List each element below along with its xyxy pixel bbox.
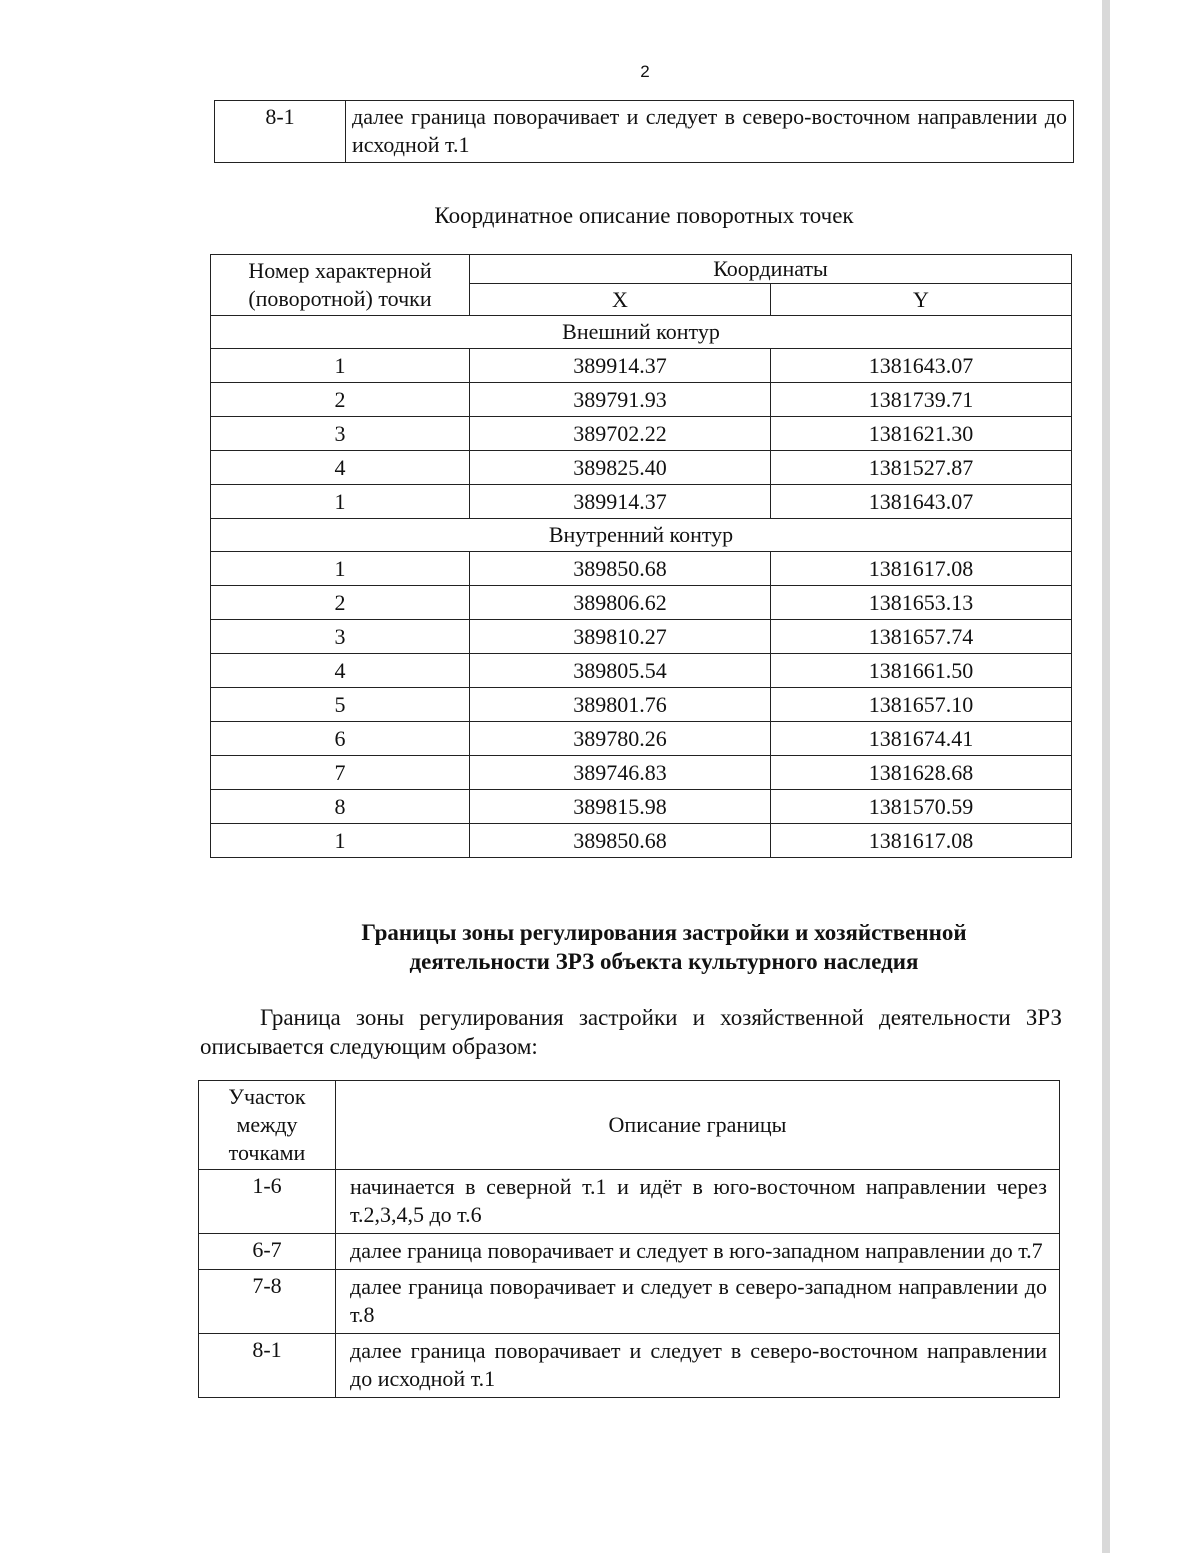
table-row — [215, 101, 1074, 163]
continued-boundary-table — [214, 100, 1074, 163]
x-cell: 389702.22 — [470, 417, 771, 451]
group-row — [211, 519, 1072, 552]
x-cell: 389850.68 — [470, 824, 771, 858]
y-cell: 1381643.07 — [771, 349, 1072, 383]
segment-header: Участок между точками — [199, 1081, 336, 1170]
y-cell: 1381674.41 — [771, 722, 1072, 756]
point-cell: 1 — [211, 552, 470, 586]
point-cell: 2 — [211, 586, 470, 620]
x-cell: 389791.93 — [470, 383, 771, 417]
outer-contour-label: Внешний контур — [211, 316, 1072, 349]
point-cell: 1 — [211, 349, 470, 383]
zrz-heading-line-2: деятельности ЗРЗ объекта культурного наследия — [409, 949, 919, 974]
group-row — [211, 316, 1072, 349]
table-row — [211, 722, 1072, 756]
point-cell: 3 — [211, 620, 470, 654]
table-row — [211, 824, 1072, 858]
segment-cell: 1-6 — [199, 1170, 336, 1234]
table-row — [211, 756, 1072, 790]
point-cell: 4 — [211, 451, 470, 485]
description-cell: далее граница поворачивает и следует в северо-восточном направлении до исходной т.1 — [336, 1334, 1060, 1398]
y-cell: 1381617.08 — [771, 552, 1072, 586]
point-cell: 7 — [211, 756, 470, 790]
point-number-header: Номер характерной (поворотной) точки — [211, 255, 470, 316]
point-cell: 5 — [211, 688, 470, 722]
table-row — [211, 586, 1072, 620]
table-row — [211, 688, 1072, 722]
y-cell: 1381643.07 — [771, 485, 1072, 519]
point-cell: 6 — [211, 722, 470, 756]
x-cell: 389746.83 — [470, 756, 771, 790]
x-cell: 389780.26 — [470, 722, 771, 756]
y-cell: 1381653.13 — [771, 586, 1072, 620]
description-cell: далее граница поворачивает и следует в северо-восточном направлении до исходной т.1 — [346, 101, 1074, 163]
x-cell: 389805.54 — [470, 654, 771, 688]
table-row — [211, 620, 1072, 654]
x-cell: 389815.98 — [470, 790, 771, 824]
segment-cell: 8-1 — [215, 101, 346, 163]
y-cell: 1381657.74 — [771, 620, 1072, 654]
x-cell: 389914.37 — [470, 349, 771, 383]
header-row — [199, 1081, 1060, 1170]
point-cell: 1 — [211, 824, 470, 858]
description-cell: далее граница поворачивает и следует в юго-западном направлении до т.7 — [336, 1234, 1060, 1270]
table-row — [211, 654, 1072, 688]
page-edge-shadow — [1102, 0, 1110, 1553]
y-cell: 1381739.71 — [771, 383, 1072, 417]
inner-contour-label: Внутренний контур — [211, 519, 1072, 552]
table-row — [211, 383, 1072, 417]
y-cell: 1381617.08 — [771, 824, 1072, 858]
table-row — [211, 451, 1072, 485]
y-cell: 1381527.87 — [771, 451, 1072, 485]
page-number: 2 — [640, 62, 650, 81]
x-cell: 389914.37 — [470, 485, 771, 519]
zrz-boundary-table — [198, 1080, 1060, 1398]
point-cell: 2 — [211, 383, 470, 417]
point-cell: 1 — [211, 485, 470, 519]
header-row — [211, 255, 1072, 284]
segment-cell: 8-1 — [199, 1334, 336, 1398]
zrz-intro-paragraph: Граница зоны регулирования застройки и хозяйственной деятельности ЗРЗ описывается следующим образом: — [200, 1005, 1062, 1059]
y-cell: 1381628.68 — [771, 756, 1072, 790]
table-row — [199, 1270, 1060, 1334]
coordinates-caption: Координатное описание поворотных точек — [434, 203, 854, 228]
point-cell: 3 — [211, 417, 470, 451]
y-cell: 1381570.59 — [771, 790, 1072, 824]
table-row — [199, 1234, 1060, 1270]
table-row — [211, 485, 1072, 519]
segment-cell: 7-8 — [199, 1270, 336, 1334]
coordinates-header: Координаты — [470, 255, 1072, 284]
x-cell: 389806.62 — [470, 586, 771, 620]
table-row — [211, 790, 1072, 824]
point-cell: 8 — [211, 790, 470, 824]
table-row — [211, 417, 1072, 451]
y-cell: 1381657.10 — [771, 688, 1072, 722]
table-row — [199, 1334, 1060, 1398]
zrz-heading-line-1: Границы зоны регулирования застройки и хозяйственной — [361, 920, 967, 945]
table-row — [211, 552, 1072, 586]
x-cell: 389810.27 — [470, 620, 771, 654]
x-cell: 389850.68 — [470, 552, 771, 586]
y-cell: 1381621.30 — [771, 417, 1072, 451]
y-header: Y — [771, 284, 1072, 316]
description-cell: далее граница поворачивает и следует в северо-западном направлении до т.8 — [336, 1270, 1060, 1334]
table-row — [199, 1170, 1060, 1234]
x-cell: 389801.76 — [470, 688, 771, 722]
coordinates-table — [210, 254, 1072, 858]
description-cell: начинается в северной т.1 и идёт в юго-восточном направлении через т.2,3,4,5 до т.6 — [336, 1170, 1060, 1234]
x-cell: 389825.40 — [470, 451, 771, 485]
y-cell: 1381661.50 — [771, 654, 1072, 688]
x-header: X — [470, 284, 771, 316]
description-header: Описание границы — [336, 1081, 1060, 1170]
segment-cell: 6-7 — [199, 1234, 336, 1270]
table-row — [211, 349, 1072, 383]
point-cell: 4 — [211, 654, 470, 688]
